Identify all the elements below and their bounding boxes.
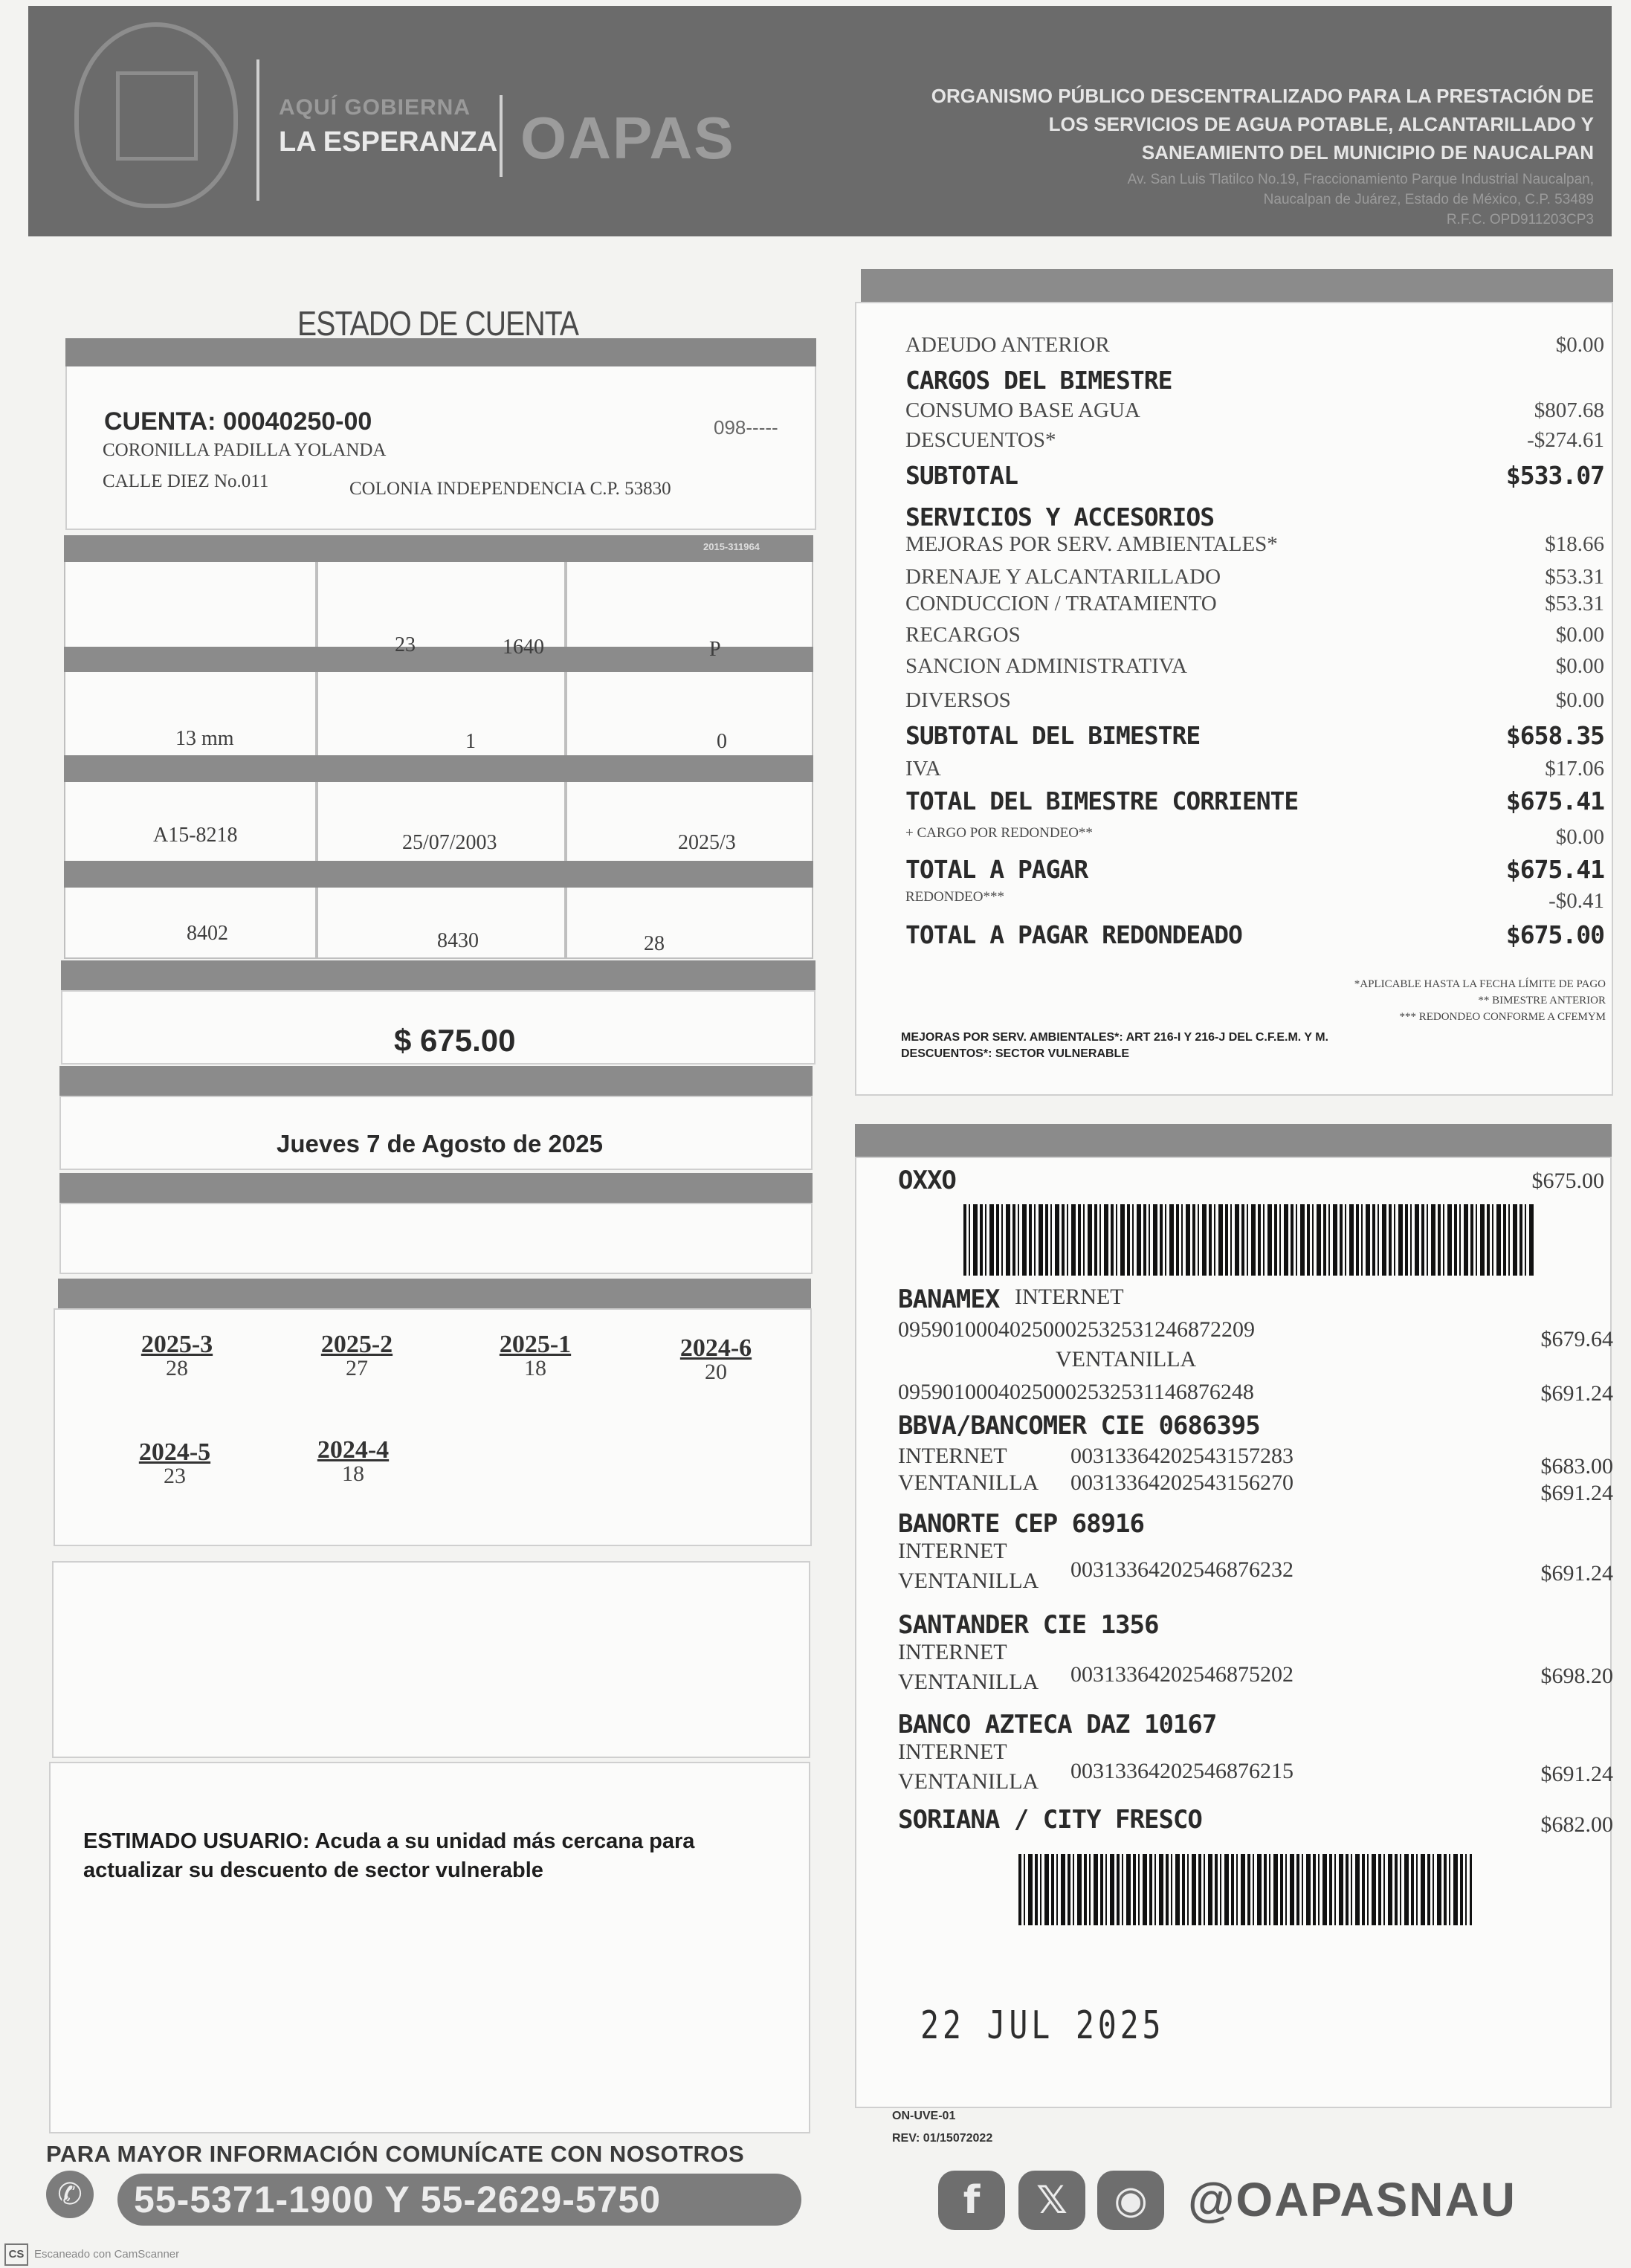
azteca-ref: 00313364202546876215 <box>1070 1759 1294 1783</box>
soriana-label: SORIANA / CITY FRESCO <box>898 1805 1202 1835</box>
santander-ref: 00313364202546875202 <box>1070 1662 1294 1687</box>
history-period-value: 28 <box>166 1356 188 1380</box>
address-line: Av. San Luis Tlatilco No.19, Fraccionamiento Parque Industrial Naucalpan, <box>1127 172 1594 187</box>
summary-row-amount: $675.41 <box>1505 855 1604 884</box>
santander-internet-label: INTERNET <box>898 1640 1007 1664</box>
summary-row-amount: -$0.41 <box>1548 889 1604 913</box>
banamex-label: BANAMEX <box>898 1285 1000 1314</box>
summary-row <box>905 688 1604 721</box>
azteca-amount: $691.24 <box>1540 1762 1613 1786</box>
summary-row-label: DRENAJE Y ALCANTARILLADO <box>905 565 1221 589</box>
summary-row <box>905 855 1604 888</box>
summary-row-label: SUBTOTAL <box>905 461 1018 490</box>
summary-row-amount: $675.00 <box>1505 920 1604 949</box>
summary-row-label: CARGOS DEL BIMESTRE <box>905 366 1172 395</box>
note-line: *** REDONDEO CONFORME A CFEMYM <box>1399 1011 1606 1023</box>
banorte-amount: $691.24 <box>1540 1561 1613 1586</box>
bbva-ref-ventanilla: 00313364202543156270 <box>1070 1470 1294 1495</box>
summary-row <box>905 920 1604 953</box>
history-period-label: 2025-1 <box>499 1331 572 1358</box>
grid-col3 <box>566 535 813 959</box>
history-period <box>653 1334 779 1385</box>
banorte-ref: 00313364202546876232 <box>1070 1557 1294 1582</box>
history-period <box>294 1331 420 1381</box>
summary-row <box>905 398 1604 431</box>
org-line: ORGANISMO PÚBLICO DESCENTRALIZADO PARA LA PRESTACIÓN DE <box>931 85 1594 107</box>
bbva-amount-ventanilla: $691.24 <box>1540 1481 1613 1505</box>
oxxo-amount: $675.00 <box>1531 1169 1604 1193</box>
blank-box <box>52 1561 810 1758</box>
banamex-amount-ventanilla: $691.24 <box>1540 1381 1613 1406</box>
summary-row-label: REDONDEO*** <box>905 889 1004 905</box>
summary-row-label: MEJORAS POR SERV. AMBIENTALES* <box>905 532 1278 556</box>
summary-row <box>905 592 1604 624</box>
contact-heading: PARA MAYOR INFORMACIÓN COMUNÍCATE CON NOSOTROS <box>46 2141 745 2167</box>
soriana-amount: $682.00 <box>1540 1812 1613 1837</box>
external-payments-header-bar <box>855 1124 1612 1157</box>
azteca-internet-label: INTERNET <box>898 1739 1007 1764</box>
history-period-label: 2024-4 <box>317 1436 390 1464</box>
grid-value: 23 <box>395 633 416 656</box>
summary-row-amount: $807.68 <box>1534 398 1604 422</box>
gov-slogan-line1: AQUÍ GOBIERNA <box>279 95 471 120</box>
summary-row-label: SUBTOTAL DEL BIMESTRE <box>905 721 1201 750</box>
x-twitter-icon[interactable]: 𝕏 <box>1018 2171 1085 2230</box>
santander-ventanilla-label: VENTANILLA <box>898 1670 1039 1694</box>
summary-row <box>905 366 1604 398</box>
address-line: R.F.C. OPD911203CP3 <box>1446 212 1594 227</box>
scanner-watermark: Escaneado con CamScanner <box>34 2248 180 2261</box>
summary-row-amount: $0.00 <box>1555 623 1604 647</box>
page-title: ESTADO DE CUENTA <box>297 304 579 343</box>
bbva-amount-internet: $683.00 <box>1540 1454 1613 1479</box>
grid-value: 8402 <box>187 922 228 945</box>
summary-row-amount: $53.31 <box>1545 565 1604 589</box>
grid-corner-label: 2015-311964 <box>703 541 760 552</box>
customer-name: CORONILLA PADILLA YOLANDA <box>103 440 387 460</box>
banorte-internet-label: INTERNET <box>898 1539 1007 1563</box>
account-number: CUENTA: 00040250-00 <box>104 407 372 436</box>
phone-numbers[interactable]: 55-5371-1900 Y 55-2629-5750 <box>134 2179 662 2220</box>
summary-row <box>905 503 1604 535</box>
history-period-value: 20 <box>705 1360 727 1384</box>
banamex-ventanilla-label: VENTANILLA <box>1056 1347 1197 1372</box>
grid-value: 2025/3 <box>678 831 736 854</box>
bbva-ref-internet: 00313364202543157283 <box>1070 1444 1294 1468</box>
grid-value: 8430 <box>437 929 479 952</box>
santander-amount: $698.20 <box>1540 1664 1613 1688</box>
due-date: Jueves 7 de Agosto de 2025 <box>277 1130 603 1157</box>
summary-row <box>905 654 1604 687</box>
customer-address: CALLE DIEZ No.011 <box>103 471 269 491</box>
summary-row-label: CONSUMO BASE AGUA <box>905 398 1140 422</box>
grid-value: A15-8218 <box>153 824 238 847</box>
org-line: SANEAMIENTO DEL MUNICIPIO DE NAUCALPAN <box>1141 141 1594 164</box>
org-line: LOS SERVICIOS DE AGUA POTABLE, ALCANTARILLADO Y <box>1048 113 1594 135</box>
summary-row-label: SERVICIOS Y ACCESORIOS <box>905 503 1215 532</box>
history-period-value: 18 <box>524 1356 546 1380</box>
total-amount: $ 675.00 <box>394 1023 516 1058</box>
history-period-label: 2025-3 <box>141 1331 213 1358</box>
summary-row <box>905 721 1604 754</box>
social-handle[interactable]: @OAPASNAU <box>1188 2173 1517 2226</box>
banamex-internet-label: INTERNET <box>1015 1285 1124 1309</box>
banorte-ventanilla-label: VENTANILLA <box>898 1568 1039 1593</box>
grid-value: 1640 <box>503 636 544 659</box>
facebook-icon[interactable]: f <box>938 2171 1005 2230</box>
grid-value: 0 <box>717 730 727 753</box>
account-suffix: 098----- <box>714 416 778 439</box>
seal-inner-shield <box>116 71 198 161</box>
summary-row-label: TOTAL A PAGAR REDONDEADO <box>905 920 1242 949</box>
summary-row-amount: $675.41 <box>1505 786 1604 815</box>
grid-value: 28 <box>644 932 665 955</box>
grid-value: 25/07/2003 <box>402 831 497 854</box>
instagram-icon[interactable]: ◉ <box>1097 2171 1164 2230</box>
summary-row-label: DIVERSOS <box>905 688 1011 712</box>
history-period <box>114 1331 240 1381</box>
summary-row <box>905 623 1604 656</box>
summary-row-amount: $17.06 <box>1545 757 1604 781</box>
note-line: *APLICABLE HASTA LA FECHA LÍMITE DE PAGO <box>1354 978 1606 990</box>
summary-row-amount: $0.00 <box>1555 688 1604 712</box>
summary-row-amount: $0.00 <box>1555 825 1604 849</box>
banamex-ref-ventanilla: 09590100040250002532531146876248 <box>898 1380 1254 1404</box>
header-divider <box>256 59 259 201</box>
summary-row <box>905 786 1604 819</box>
bbva-label: BBVA/BANCOMER CIE 0686395 <box>898 1411 1260 1441</box>
meter-info-grid <box>64 535 813 959</box>
bbva-internet-label: INTERNET <box>898 1444 1007 1468</box>
summary-row-label: DESCUENTOS* <box>905 428 1056 452</box>
summary-row <box>905 825 1604 858</box>
history-header-bar <box>58 1279 811 1308</box>
gov-slogan-line2: LA ESPERANZA <box>279 126 498 158</box>
address-line: Naucalpan de Juárez, Estado de México, C.P. 53489 <box>1263 192 1594 207</box>
summary-row <box>905 757 1604 789</box>
doc-code-line: ON-UVE-01 <box>892 2110 956 2122</box>
grid-value: 1 <box>465 730 476 753</box>
grid-value: P <box>709 638 721 661</box>
soriana-barcode <box>1018 1854 1472 1925</box>
customer-colonia: COLONIA INDEPENDENCIA C.P. 53830 <box>349 479 671 499</box>
summary-notes <box>1175 976 1606 1025</box>
summary-row-amount: $0.00 <box>1555 654 1604 678</box>
santander-label: SANTANDER CIE 1356 <box>898 1610 1159 1640</box>
summary-row-label: + CARGO POR REDONDEO** <box>905 825 1093 841</box>
brand-logo-text: OAPAS <box>520 105 735 171</box>
grid-bar <box>64 535 813 562</box>
grid-bar <box>64 647 813 672</box>
banorte-label: BANORTE CEP 68916 <box>898 1509 1144 1539</box>
summary-row-amount: -$274.61 <box>1527 428 1604 452</box>
doc-code-line: REV: 01/15072022 <box>892 2132 993 2145</box>
summary-row-label: IVA <box>905 757 941 781</box>
restriction-box <box>59 1203 813 1274</box>
summary-footnote <box>901 1030 1570 1062</box>
summary-row <box>905 532 1604 565</box>
restriction-header-bar <box>59 1173 813 1203</box>
notice-box <box>49 1762 810 2133</box>
scanner-badge-icon: CS <box>4 2243 28 2266</box>
banamex-ref-internet: 09590100040250002532531246872209 <box>898 1317 1255 1342</box>
notice-text: ESTIMADO USUARIO: Acuda a su unidad más cercana para actualizar su descuento de sector vulnerable <box>83 1829 695 1882</box>
summary-row-label: RECARGOS <box>905 623 1021 647</box>
date-stamp: 22 JUL 2025 <box>920 2003 1165 2048</box>
document-code <box>892 2105 992 2150</box>
summary-header-bar <box>861 269 1613 302</box>
summary-row-label: SANCION ADMINISTRATIVA <box>905 654 1187 678</box>
phone-icon: ✆ <box>46 2171 94 2218</box>
summary-row <box>905 333 1604 366</box>
oxxo-barcode <box>963 1204 1536 1276</box>
history-period-label: 2024-5 <box>138 1438 211 1466</box>
note-line: ** BIMESTRE ANTERIOR <box>1478 995 1606 1007</box>
history-period-label: 2024-6 <box>679 1334 752 1362</box>
bbva-ventanilla-label: VENTANILLA <box>898 1470 1039 1495</box>
summary-row-label: CONDUCCION / TRATAMIENTO <box>905 592 1217 616</box>
municipal-seal-logo <box>74 22 238 208</box>
history-period-value: 27 <box>346 1356 368 1380</box>
history-period-label: 2025-2 <box>320 1331 393 1358</box>
summary-row-label: TOTAL A PAGAR <box>905 855 1088 884</box>
summary-row-label: ADEUDO ANTERIOR <box>905 333 1110 357</box>
history-period <box>290 1436 416 1487</box>
due-date-header-bar <box>59 1066 813 1096</box>
total-header-bar <box>61 960 816 990</box>
history-period-value: 18 <box>342 1461 364 1486</box>
organization-name <box>776 82 1594 167</box>
summary-row-amount: $0.00 <box>1555 333 1604 357</box>
brand-divider <box>500 95 503 177</box>
summary-row <box>905 428 1604 461</box>
summary-row-amount: $18.66 <box>1545 532 1604 556</box>
organization-address <box>776 169 1594 230</box>
summary-row-amount: $53.31 <box>1545 592 1604 616</box>
footnote-line: MEJORAS POR SERV. AMBIENTALES*: ART 216-I Y 216-J DEL C.F.E.M. Y M. <box>901 1031 1328 1044</box>
summary-row-amount: $533.07 <box>1505 461 1604 490</box>
history-period-value: 23 <box>164 1464 186 1488</box>
grid-col2 <box>317 535 566 959</box>
azteca-label: BANCO AZTECA DAZ 10167 <box>898 1710 1217 1739</box>
oxxo-label: OXXO <box>898 1166 956 1195</box>
history-period <box>472 1331 598 1381</box>
grid-bar <box>64 755 813 782</box>
grid-bar <box>64 861 813 888</box>
summary-row <box>905 461 1604 494</box>
footnote-line: DESCUENTOS*: SECTOR VULNERABLE <box>901 1047 1129 1060</box>
banamex-amount-internet: $679.64 <box>1540 1327 1613 1351</box>
summary-row-amount: $658.35 <box>1505 721 1604 750</box>
history-period <box>112 1438 238 1489</box>
summary-row <box>905 889 1604 922</box>
grid-value: 13 mm <box>175 727 234 750</box>
summary-row-label: TOTAL DEL BIMESTRE CORRIENTE <box>905 786 1299 815</box>
azteca-ventanilla-label: VENTANILLA <box>898 1769 1039 1794</box>
